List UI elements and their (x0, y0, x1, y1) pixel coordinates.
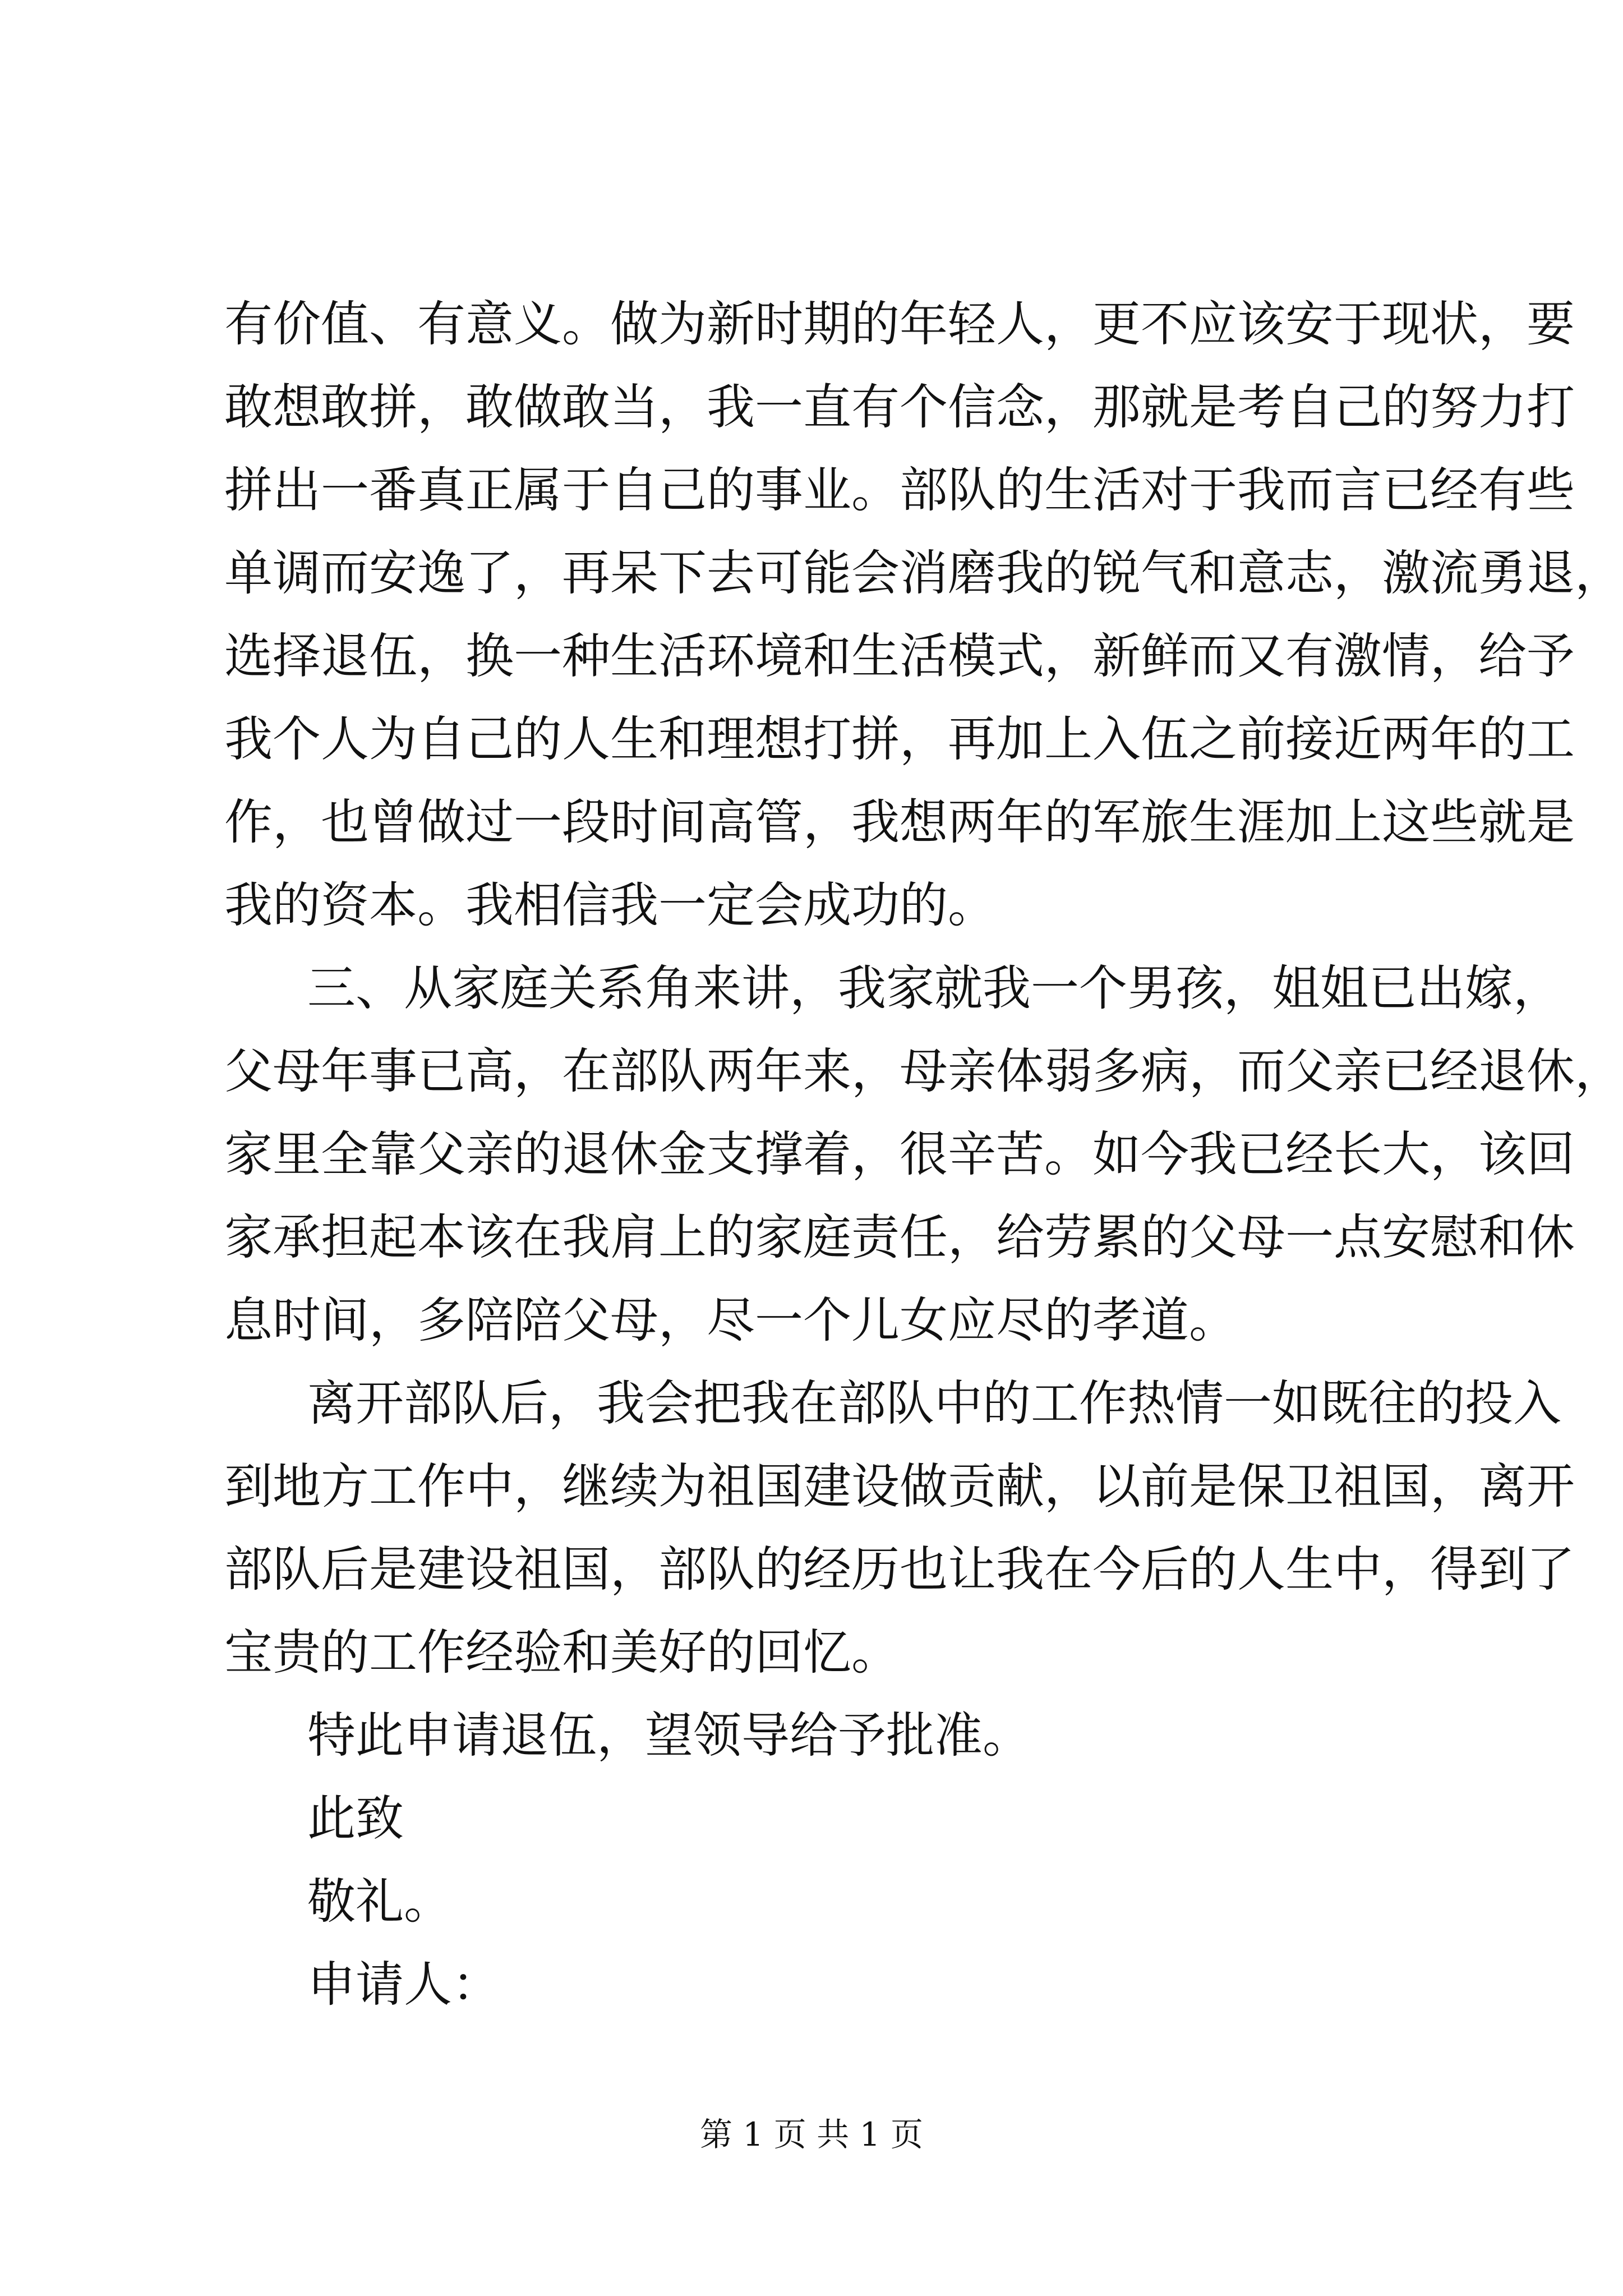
body-line-4: 单调而安逸了，再呆下去可能会消磨我的锐气和意志，激流勇退， (224, 545, 1623, 601)
body-line-3: 拼出一番真正属于自己的事业。部队的生活对于我而言已经有些 (224, 462, 1575, 518)
body-line-6: 我个人为自己的人生和理想打拼，再加上入伍之前接近两年的工 (224, 711, 1575, 767)
body-line-14: 离开部队后，我会把我在部队中的工作热情一如既往的投入 (307, 1375, 1561, 1432)
page-footer: 第 1 页 共 1 页 (700, 2115, 923, 2154)
body-line-16: 部队后是建设祖国，部队的经历也让我在今后的人生中，得到了 (224, 1542, 1575, 1598)
closing-salute: 敬礼。 (307, 1874, 452, 1930)
body-line-12: 家承担起本该在我肩上的家庭责任，给劳累的父母一点安慰和休 (224, 1209, 1575, 1266)
body-line-8: 我的资本。我相信我一定会成功的。 (224, 877, 996, 933)
body-line-13: 息时间，多陪陪父母，尽一个儿女应尽的孝道。 (224, 1292, 1237, 1349)
body-line-7: 作，也曾做过一段时间高管，我想两年的军旅生涯加上这些就是 (224, 794, 1575, 850)
closing-greeting: 此致 (307, 1791, 404, 1847)
applicant-label: 申请人： (307, 1957, 500, 2013)
body-line-17: 宝贵的工作经验和美好的回忆。 (224, 1625, 900, 1681)
body-line-1: 有价值、有意义。做为新时期的年轻人，更不应该安于现状，要 (224, 296, 1575, 352)
body-line-9: 三、从家庭关系角来讲，我家就我一个男孩，姐姐已出嫁， (307, 960, 1561, 1016)
body-line-5: 选择退伍，换一种生活环境和生活模式，新鲜而又有激情，给予 (224, 628, 1575, 684)
body-line-2: 敢想敢拼，敢做敢当，我一直有个信念，那就是考自己的努力打 (224, 379, 1575, 435)
request-line: 特此申请退伍，望领导给予批准。 (307, 1708, 1031, 1764)
body-line-10: 父母年事已高，在部队两年来，母亲体弱多病，而父亲已经退休， (224, 1043, 1623, 1099)
body-line-15: 到地方工作中，继续为祖国建设做贡献，以前是保卫祖国，离开 (224, 1458, 1575, 1515)
body-line-11: 家里全靠父亲的退休金支撑着，很辛苦。如今我已经长大，该回 (224, 1126, 1575, 1182)
